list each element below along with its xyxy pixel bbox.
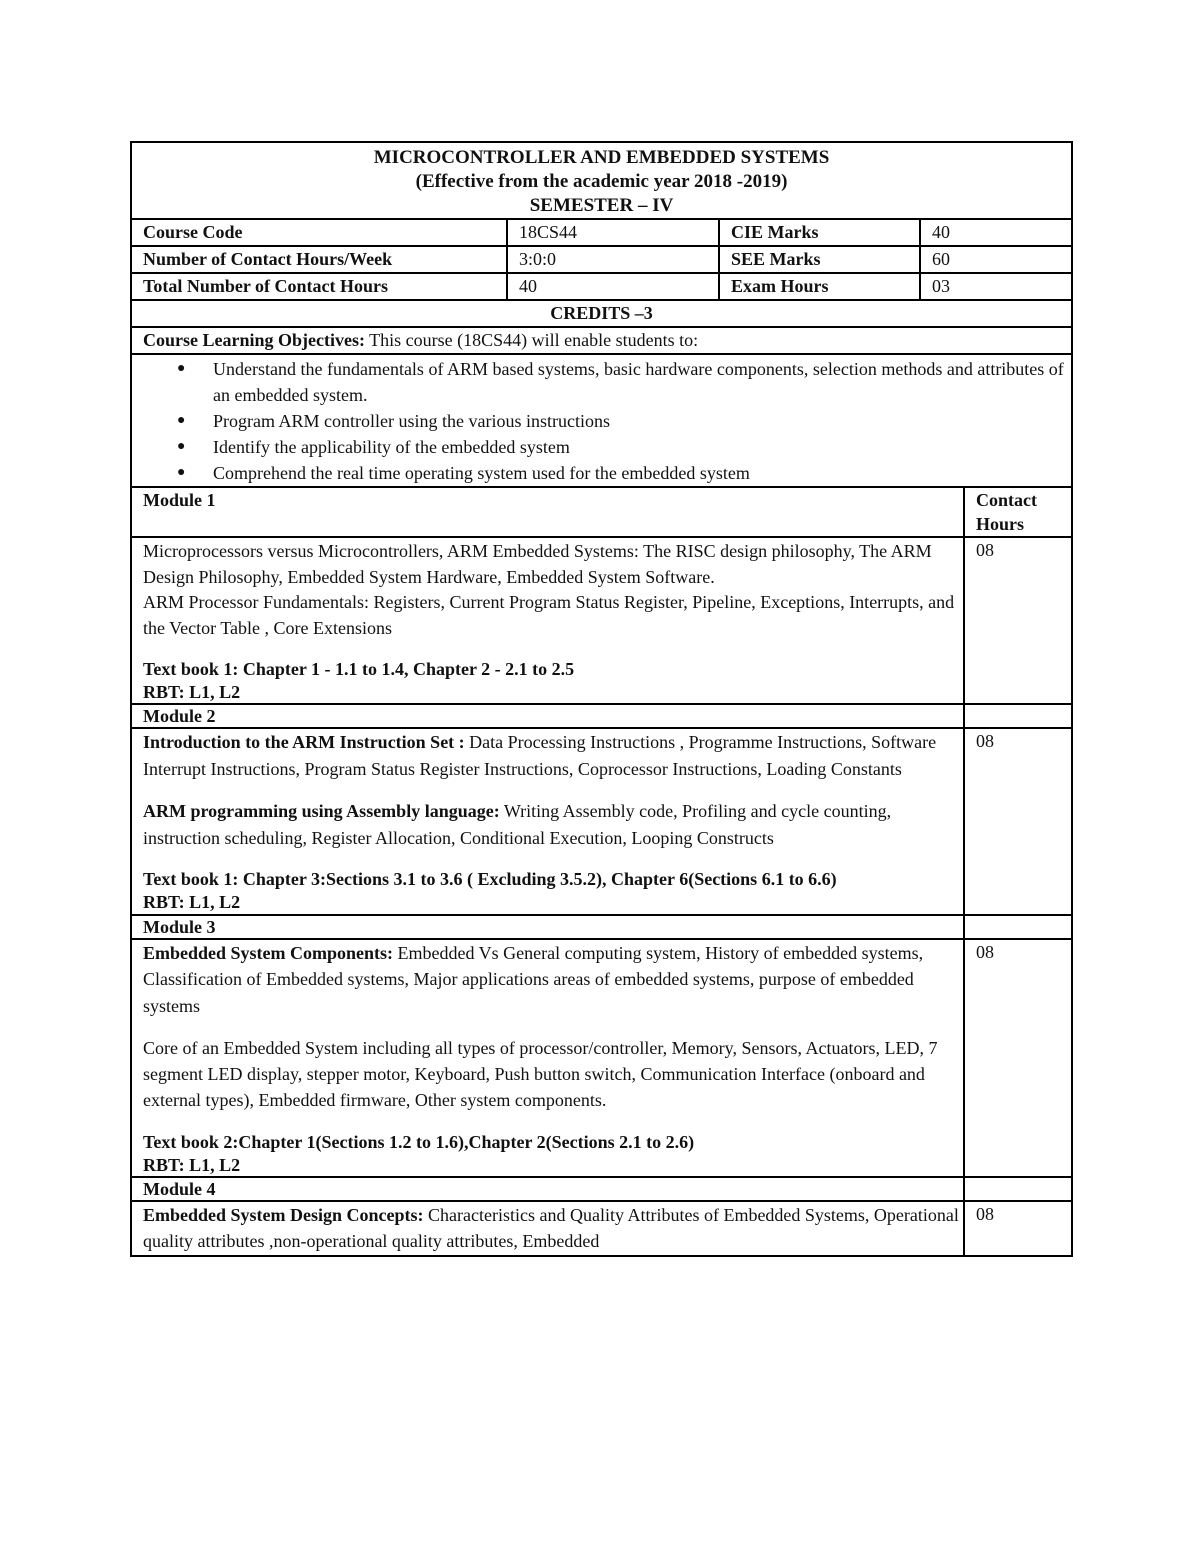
info-row-1 <box>131 219 1072 246</box>
info-row-3 <box>131 273 1072 300</box>
module3-para-2: Core of an Embedded System including all types of processor/controller, Memory, Sensors, Actuators, LED, 7 segment LED display, stepper motor, Keyboard, Push button switch, Communication Interface (onboard and external types), Embedded firmware, Other system components. <box>143 1037 938 1111</box>
total-hours-label: Total Number of Contact Hours <box>143 276 389 296</box>
credits-row <box>131 300 1072 327</box>
contact-week-value: 3:0:0 <box>519 249 557 269</box>
course-code-value: 18CS44 <box>519 222 578 242</box>
see-label: SEE Marks <box>731 249 821 269</box>
exam-hours-value: 03 <box>932 276 950 296</box>
module3-content-row <box>131 939 1072 1177</box>
module3-header-row <box>131 915 1072 939</box>
objectives-heading-row <box>131 327 1072 354</box>
bullet-icon: ● <box>177 465 186 480</box>
title-row <box>131 142 1072 219</box>
module1-textbook: Text book 1: Chapter 1 - 1.1 to 1.4, Chapter 2 - 2.1 to 2.5 <box>143 659 575 679</box>
info-row-2 <box>131 246 1072 273</box>
module2-para-2: ARM programming using Assembly language: Writing Assembly code, Profiling and cycle counting, instruction scheduling, Register Allocation, Conditional Execution, Looping Constructs <box>143 801 892 848</box>
objectives-heading: Course Learning Objectives: <box>143 330 365 350</box>
objectives-list <box>143 356 1071 486</box>
module4-hours: 08 <box>976 1203 994 1224</box>
bullet-icon: ● <box>177 439 186 454</box>
bullet-icon: ● <box>177 413 186 428</box>
module3-textbook: Text book 2:Chapter 1(Sections 1.2 to 1.6),Chapter 2(Sections 2.1 to 2.6) <box>143 1131 695 1152</box>
list-item: ● Program ARM controller using the various instructions <box>213 408 1071 434</box>
module3-label: Module 3 <box>143 917 216 937</box>
objectives-row <box>131 354 1072 487</box>
cie-label: CIE Marks <box>731 222 819 242</box>
module2-textbook: Text book 1: Chapter 3:Sections 3.1 to 3.6 ( Excluding 3.5.2), Chapter 6(Sections 6.1 to 6.6) <box>143 869 837 889</box>
module4-content-row <box>131 1201 1072 1256</box>
exam-hours-label: Exam Hours <box>731 276 829 296</box>
module1-text-2: ARM Processor Fundamentals: Registers, Current Program Status Register, Pipeline, Exceptions, Interrupts, and the Vector Table , Core Extensions <box>143 592 955 638</box>
module3-hours: 08 <box>976 942 994 962</box>
contact-hours-header: Contact Hours <box>976 490 1037 534</box>
total-hours-value: 40 <box>519 276 537 296</box>
objectives-heading-rest: This course (18CS44) will enable students to: <box>364 330 699 350</box>
module3-rbt: RBT: L1, L2 <box>143 1154 241 1175</box>
module2-rbt: RBT: L1, L2 <box>143 892 241 912</box>
list-item: ● Understand the fundamentals of ARM based systems, basic hardware components, selection methods and attributes of an embedded system. <box>213 356 1071 408</box>
syllabus-table <box>130 141 1073 1257</box>
effective-year: (Effective from the academic year 2018 -2019) <box>415 171 788 192</box>
cie-value: 40 <box>932 222 950 242</box>
module2-header-row <box>131 704 1072 728</box>
module2-label: Module 2 <box>143 706 216 726</box>
module1-hours: 08 <box>976 540 994 560</box>
module1-label: Module 1 <box>143 490 216 510</box>
module1-rbt: RBT: L1, L2 <box>143 682 241 702</box>
module2-content-row <box>131 728 1072 915</box>
course-code-label: Course Code <box>143 222 243 242</box>
list-item: ● Comprehend the real time operating system used for the embedded system <box>213 460 1071 486</box>
module2-para-1: Introduction to the ARM Instruction Set : Data Processing Instructions , Programme Instructions, Software Interrupt Instructions, Program Status Register Instructions, Coprocessor Instructions, Loading Constants <box>143 732 937 779</box>
module1-header-row <box>131 487 1072 537</box>
module1-content-row <box>131 537 1072 704</box>
see-value: 60 <box>932 249 950 269</box>
bullet-icon: ● <box>177 361 186 376</box>
module4-label: Module 4 <box>143 1178 216 1199</box>
semester: SEMESTER – IV <box>529 195 674 216</box>
module4-para-1: Embedded System Design Concepts: Characteristics and Quality Attributes of Embedded Systems, Operational quality attributes ,non-operational quality attributes, Embedded <box>143 1204 959 1252</box>
module3-para-1: Embedded System Components: Embedded Vs General computing system, History of embedded systems, Classification of Embedded systems, Major applications areas of embedded systems, purpose of embedded systems <box>143 943 924 1016</box>
module2-hours: 08 <box>976 731 994 751</box>
list-item: ● Identify the applicability of the embedded system <box>213 434 1071 460</box>
credits: CREDITS –3 <box>550 303 653 323</box>
module4-header-row <box>131 1177 1072 1201</box>
contact-week-label: Number of Contact Hours/Week <box>143 249 393 269</box>
course-title: MICROCONTROLLER AND EMBEDDED SYSTEMS <box>373 147 830 168</box>
syllabus-sheet <box>130 141 1071 1257</box>
module1-text-1: Microprocessors versus Microcontrollers, ARM Embedded Systems: The RISC design philosophy, The ARM Design Philosophy, Embedded System Hardware, Embedded System Software. <box>143 541 932 587</box>
